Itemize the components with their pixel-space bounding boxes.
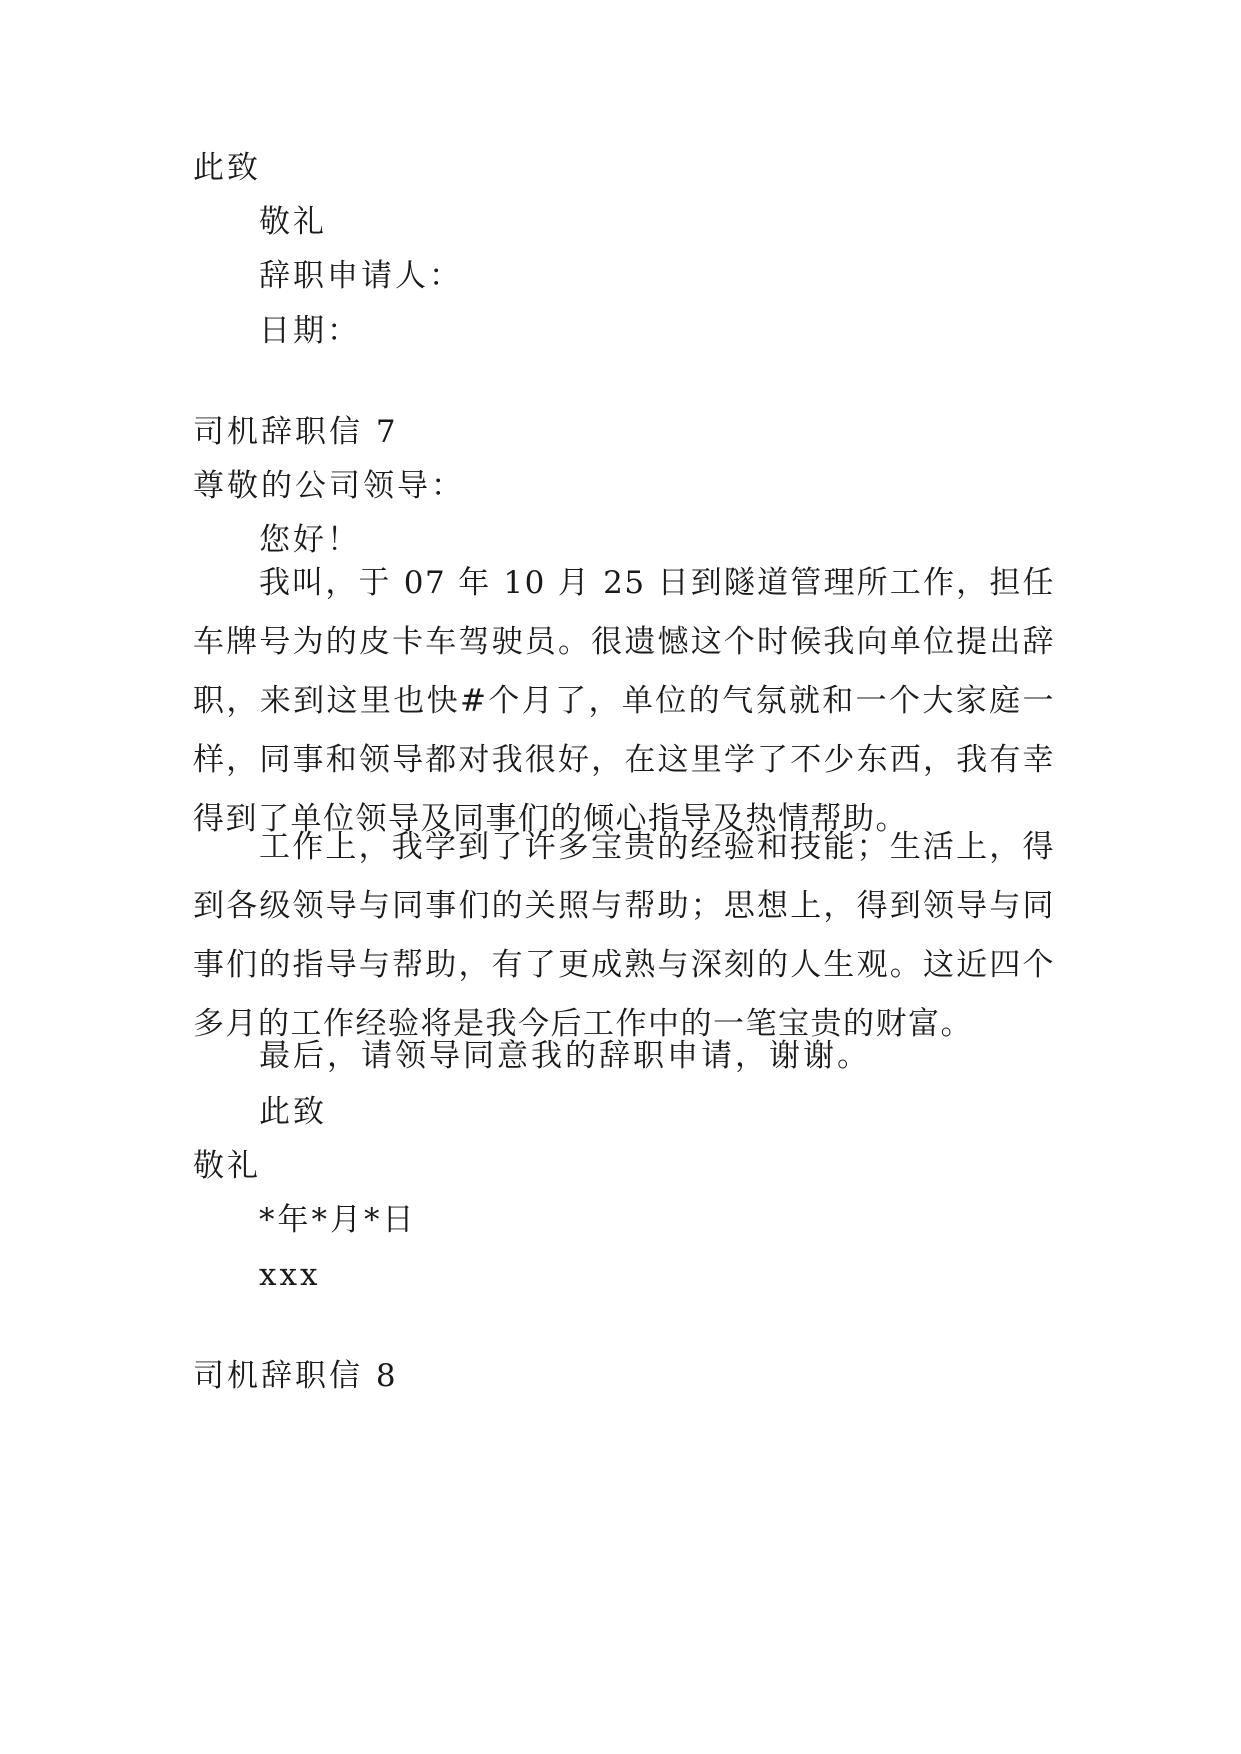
letter-7-greeting: 您好！ — [259, 522, 361, 558]
letter-7-salutation: 此致 — [259, 1094, 327, 1130]
letter-7-signature: xxx — [259, 1257, 321, 1293]
letter-7-paragraph-2: 工作上，我学到了许多宝贵的经验和技能；生活上，得到各级领导与同事们的关照与帮助；思想上，得到领导与同事们的指导与帮助，有了更成熟与深刻的人生观。这近四个多月的工作经验将是我今后工作中的一笔宝贵的财富。 — [193, 829, 1055, 1042]
letter-7-regards: 敬礼 — [193, 1148, 261, 1184]
closing-regards: 敬礼 — [259, 204, 327, 240]
closing-salutation: 此致 — [193, 150, 261, 186]
letter-7-paragraph-3: 最后，请领导同意我的辞职申请，谢谢。 — [259, 1038, 871, 1074]
letter-7-title: 司机辞职信 7 — [193, 414, 399, 450]
letter-7-addressee: 尊敬的公司领导： — [193, 468, 465, 504]
letter-7-paragraph-1: 我叫，于 07 年 10 月 25 日到隧道管理所工作，担任车牌号为的皮卡车驾驶员。很遗憾这个时候我向单位提出辞职，来到这里也快#个月了，单位的气氛就和一个大家庭一样，同事和领导都对我很好，在这里学了不少东西，我有幸得到了单位领导及同事们的倾心指导及热情帮助。 — [193, 565, 1055, 837]
applicant-label: 辞职申请人： — [259, 258, 463, 294]
letter-7-date: *年*月*日 — [259, 1202, 417, 1238]
letter-8-title: 司机辞职信 8 — [193, 1358, 399, 1394]
date-label: 日期： — [259, 313, 361, 349]
